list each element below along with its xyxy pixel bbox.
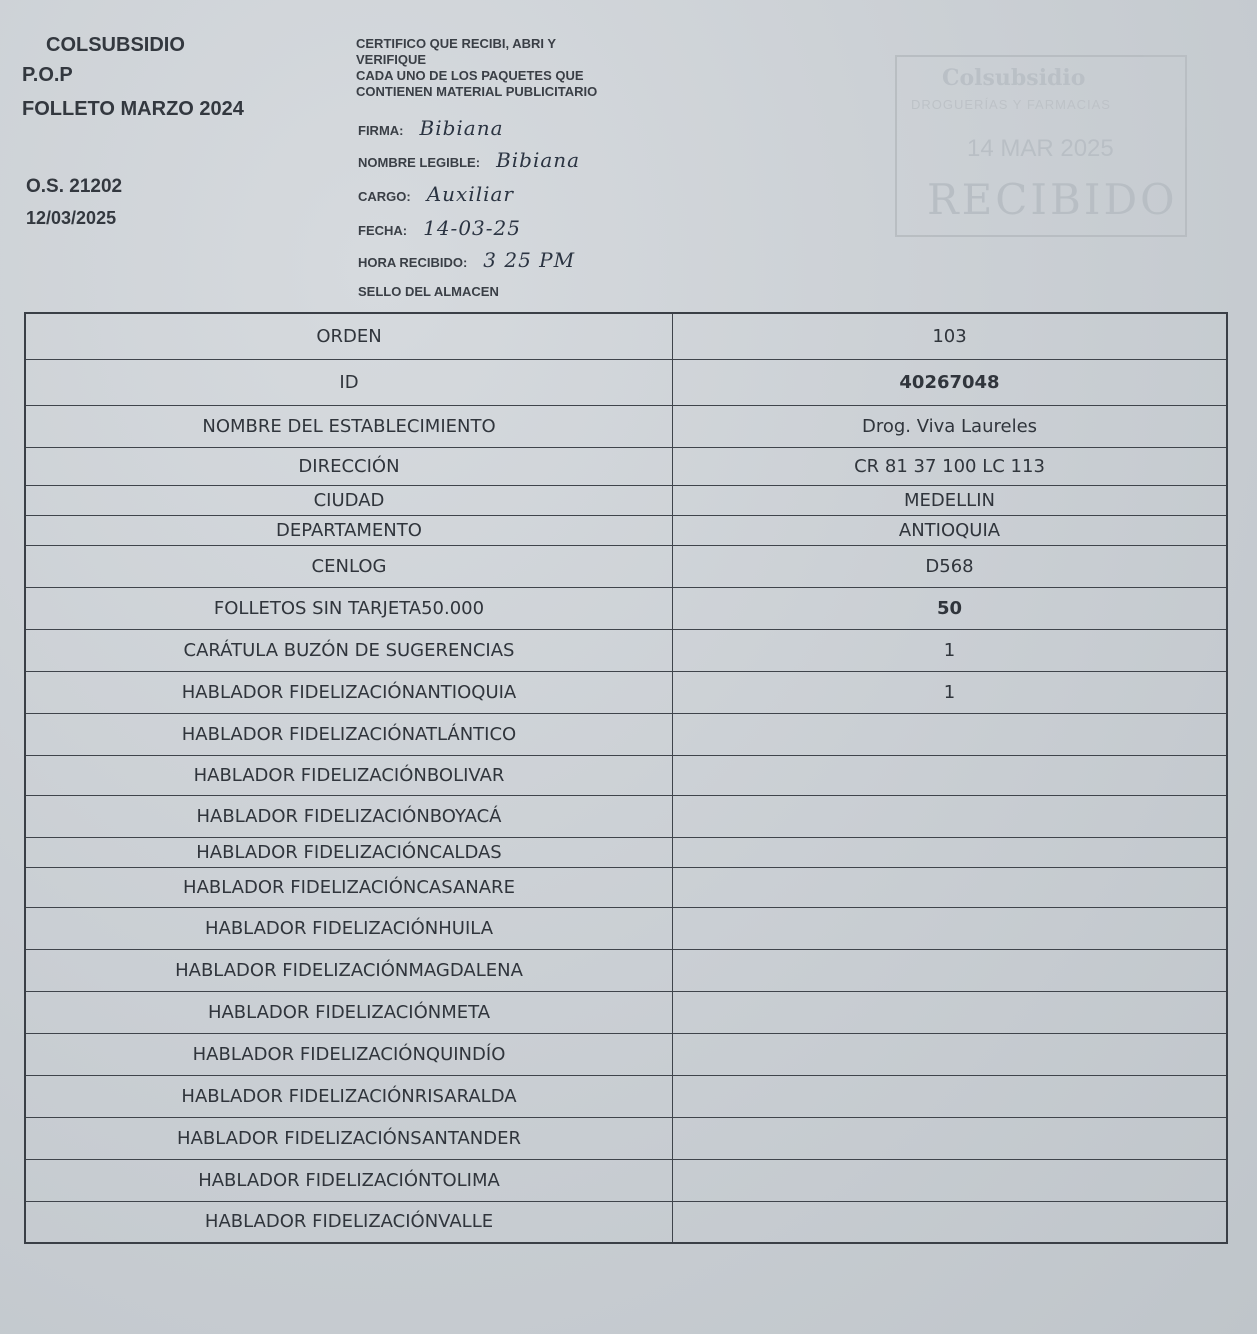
row-label: CARÁTULA BUZÓN DE SUGERENCIAS [25,629,673,671]
row-label: FOLLETOS SIN TARJETA50.000 [25,587,673,629]
table-row [25,1159,1227,1201]
table-row [25,313,1227,359]
row-value [673,991,1228,1033]
nombre-field [358,148,580,172]
row-label: ID [25,359,673,405]
row-label: HABLADOR FIDELIZACIÓNSANTANDER [25,1117,673,1159]
row-value: 50 [673,587,1228,629]
nombre-value: Bibiana [496,148,581,172]
table-row [25,1201,1227,1243]
table-row [25,949,1227,991]
row-label: HABLADOR FIDELIZACIÓNBOYACÁ [25,795,673,837]
stamp-dept: DROGUERÍAS Y FARMACIAS [911,97,1111,112]
cert-line: CONTIENEN MATERIAL PUBLICITARIO [356,84,598,99]
pop-label: P.O.P [22,64,73,86]
table-row [25,359,1227,405]
row-value [673,1201,1228,1243]
row-value [673,1117,1228,1159]
stamp-brand: Colsubsidio [942,65,1086,91]
row-value [673,907,1228,949]
table-row [25,485,1227,515]
row-value: D568 [673,545,1228,587]
table-row [25,447,1227,485]
row-value [673,795,1228,837]
brand-name: COLSUBSIDIO [46,34,185,56]
cargo-label: CARGO: [358,189,411,204]
table-row [25,587,1227,629]
row-value [673,1075,1228,1117]
row-value: MEDELLIN [673,485,1228,515]
table-row [25,1117,1227,1159]
row-label: HABLADOR FIDELIZACIÓNHUILA [25,907,673,949]
row-value [673,837,1228,867]
row-value [673,949,1228,991]
nombre-label: NOMBRE LEGIBLE: [358,155,481,170]
row-label: DEPARTAMENTO [25,515,673,545]
delivery-table [24,312,1228,1244]
row-value [673,1159,1228,1201]
row-label: HABLADOR FIDELIZACIÓNQUINDÍO [25,1033,673,1075]
firma-label: FIRMA: [358,123,404,138]
firma-signature: Bibiana [419,116,504,140]
row-label: HABLADOR FIDELIZACIÓNTOLIMA [25,1159,673,1201]
row-value [673,713,1228,755]
table-row [25,991,1227,1033]
received-stamp [895,55,1187,237]
table-row [25,629,1227,671]
table-row [25,405,1227,447]
table-row [25,867,1227,907]
row-label: HABLADOR FIDELIZACIÓNATLÁNTICO [25,713,673,755]
row-label: DIRECCIÓN [25,447,673,485]
row-label: HABLADOR FIDELIZACIÓNRISARALDA [25,1075,673,1117]
cargo-value: Auxiliar [426,182,514,206]
table-row [25,1075,1227,1117]
table-row [25,1033,1227,1075]
cert-line: VERIFIQUE [356,52,427,67]
row-label: HABLADOR FIDELIZACIÓNCASANARE [25,867,673,907]
row-label: CIUDAD [25,485,673,515]
document-date: 12/03/2025 [26,208,117,228]
folleto-title: FOLLETO MARZO 2024 [22,98,244,120]
row-label: ORDEN [25,313,673,359]
cert-line: CERTIFICO QUE RECIBI, ABRI Y [356,36,557,51]
firma-field [358,116,504,140]
certificate-text [356,36,656,100]
table-row [25,795,1227,837]
row-label: HABLADOR FIDELIZACIÓNMETA [25,991,673,1033]
row-value: ANTIOQUIA [673,515,1228,545]
row-label: HABLADOR FIDELIZACIÓNBOLIVAR [25,755,673,795]
row-label: NOMBRE DEL ESTABLECIMIENTO [25,405,673,447]
row-value [673,1033,1228,1075]
table-row [25,671,1227,713]
table-row [25,907,1227,949]
hora-label: HORA RECIBIDO: [358,255,468,270]
row-label: CENLOG [25,545,673,587]
row-value [673,755,1228,795]
hora-value: 3 25 PM [483,248,576,272]
hora-field [358,248,575,272]
row-value [673,867,1228,907]
row-label: HABLADOR FIDELIZACIÓNVALLE [25,1201,673,1243]
table-row [25,837,1227,867]
fecha-label: FECHA: [358,223,408,238]
cargo-field [358,182,514,206]
table-row [25,515,1227,545]
row-value: 1 [673,629,1228,671]
table-row [25,755,1227,795]
row-value: 40267048 [673,359,1228,405]
cert-line: CADA UNO DE LOS PAQUETES QUE [356,68,584,83]
stamp-word: RECIBIDO [927,175,1178,224]
row-label: HABLADOR FIDELIZACIÓNANTIOQUIA [25,671,673,713]
row-value: CR 81 37 100 LC 113 [673,447,1228,485]
stamp-date: 14 MAR 2025 [967,135,1114,162]
table-row [25,545,1227,587]
row-value: 103 [673,313,1228,359]
row-label: HABLADOR FIDELIZACIÓNCALDAS [25,837,673,867]
fecha-field [358,216,521,240]
os-number: O.S. 21202 [26,176,123,197]
fecha-value: 14-03-25 [423,216,521,240]
row-value: Drog. Viva Laureles [673,405,1228,447]
table-row [25,713,1227,755]
row-value: 1 [673,671,1228,713]
sello-label: SELLO DEL ALMACEN [358,284,499,299]
row-label: HABLADOR FIDELIZACIÓNMAGDALENA [25,949,673,991]
